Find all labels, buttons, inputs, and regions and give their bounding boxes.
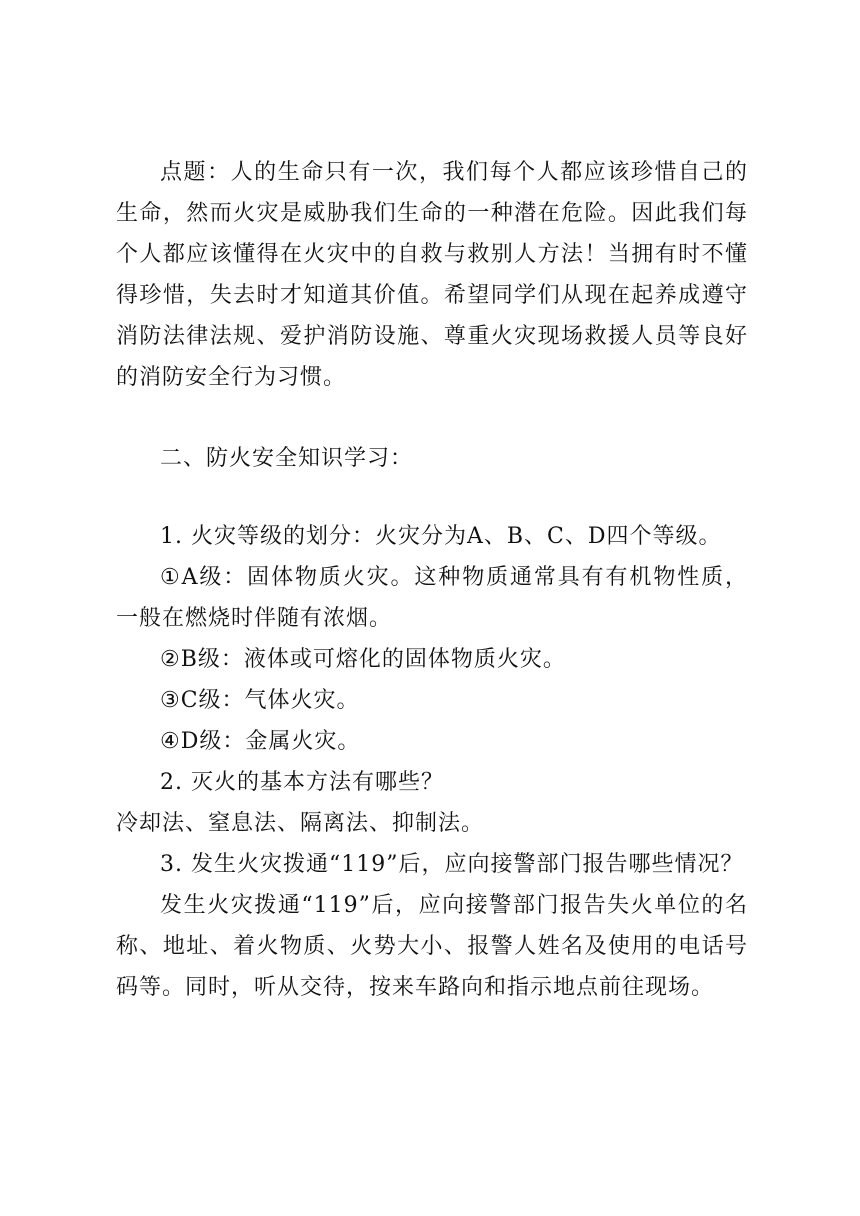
fire-class-a: ①A级：固体物质火灾。这种物质通常具有有机物性质，一般在燃烧时伴随有浓烟。 <box>116 565 748 631</box>
document-body <box>116 152 748 1008</box>
spacer <box>116 479 748 516</box>
question-1: 1. 火灾等级的划分：火灾分为A、B、C、D四个等级。 <box>160 524 722 549</box>
fire-class-c: ③C级：气体火灾。 <box>160 688 360 713</box>
question-3: 3. 发生火灾拨通“119”后，应向接警部门报告哪些情况？ <box>160 852 744 877</box>
answer-3: 发生火灾拨通“119”后，应向接警部门报告失火单位的名称、地址、着火物质、火势大小、报警人姓名及使用的电话号码等。同时，听从交待，按来车路向和指示地点前往现场。 <box>116 893 748 1000</box>
section-heading: 二、防火安全知识学习： <box>160 446 414 471</box>
intro-paragraph: 点题：人的生命只有一次，我们每个人都应该珍惜自己的生命，然而火灾是威胁我们生命的一种潜在危险。因此我们每个人都应该懂得在火灾中的自救与救别人方法！当拥有时不懂得珍惜，失去时才知道其价值。希望同学们从现在起养成遵守消防法律法规、爱护消防设施、尊重火灾现场救援人员等良好的消防安全行为习惯。 <box>116 160 748 390</box>
fire-class-b: ②B级：液体或可熔化的固体物质火灾。 <box>160 647 566 672</box>
question-2: 2. 灭火的基本方法有哪些？ <box>160 770 444 795</box>
fire-class-d: ④D级：金属火灾。 <box>160 729 361 754</box>
answer-2: 冷却法、窒息法、隔离法、抑制法。 <box>116 811 485 836</box>
spacer <box>116 398 748 438</box>
